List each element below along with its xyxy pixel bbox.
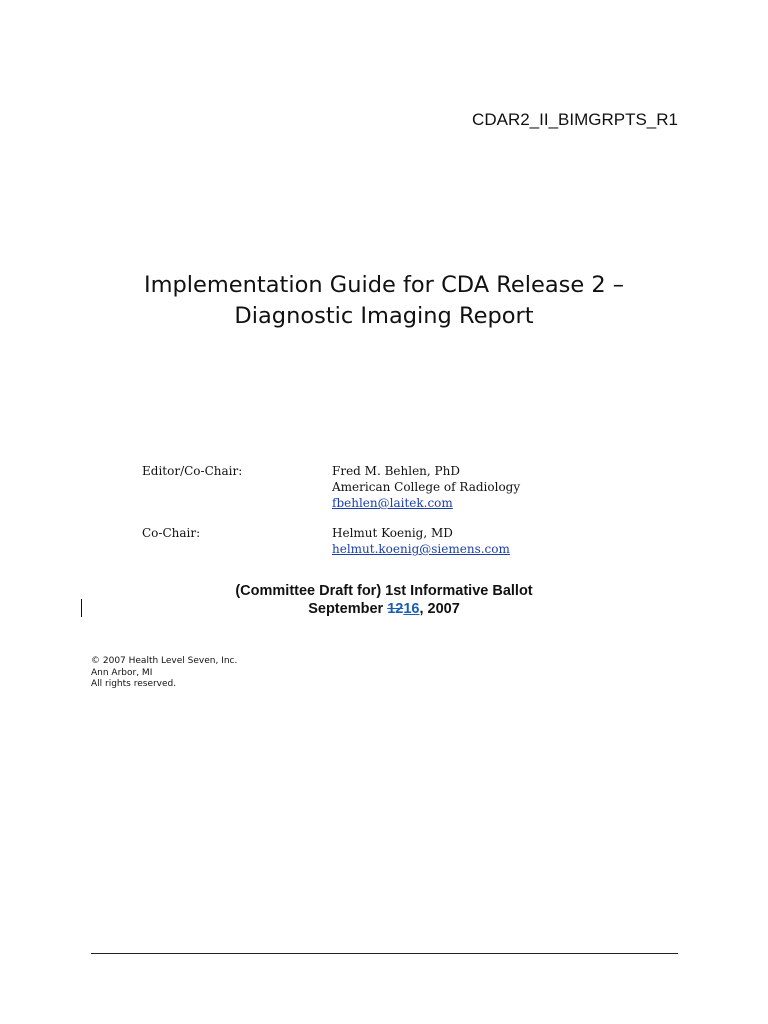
ballot-date-deleted: 12 <box>387 601 404 617</box>
ballot-date-prefix: September <box>308 601 388 617</box>
contributor-email-link[interactable]: helmut.koenig@siemens.com <box>332 542 510 556</box>
document-id: CDAR2_II_BIMGRPTS_R1 <box>472 110 678 129</box>
ballot-date <box>0 600 768 618</box>
ballot-date-suffix: , 2007 <box>419 601 460 617</box>
document-title <box>0 270 768 332</box>
copyright-block <box>91 656 237 691</box>
ballot-date-inserted: 16 <box>403 601 420 617</box>
contributor-name: Fred M. Behlen, PhD <box>332 464 460 478</box>
contributor-editor <box>142 463 520 511</box>
contributor-details <box>332 525 510 557</box>
title-line-2: Diagnostic Imaging Report <box>234 303 534 329</box>
contributor-role: Editor/Co-Chair: <box>142 464 243 478</box>
contributor-email-link[interactable]: fbehlen@laitek.com <box>332 496 453 510</box>
copyright-location: Ann Arbor, MI <box>91 667 153 678</box>
copyright-rights: All rights reserved. <box>91 679 177 689</box>
contributor-cochair <box>142 525 520 557</box>
contributor-role: Co-Chair: <box>142 526 201 540</box>
contributor-details <box>332 463 520 511</box>
ballot-title: (Committee Draft for) 1st Informative Ballot <box>235 583 533 599</box>
footer-divider <box>91 953 678 954</box>
contributors-block <box>142 463 520 571</box>
contributor-organization: American College of Radiology <box>332 480 521 494</box>
ballot-block <box>0 582 768 618</box>
contributor-name: Helmut Koenig, MD <box>332 526 453 540</box>
copyright-line: © 2007 Health Level Seven, Inc. <box>91 656 238 666</box>
title-line-1: Implementation Guide for CDA Release 2 – <box>143 272 625 298</box>
